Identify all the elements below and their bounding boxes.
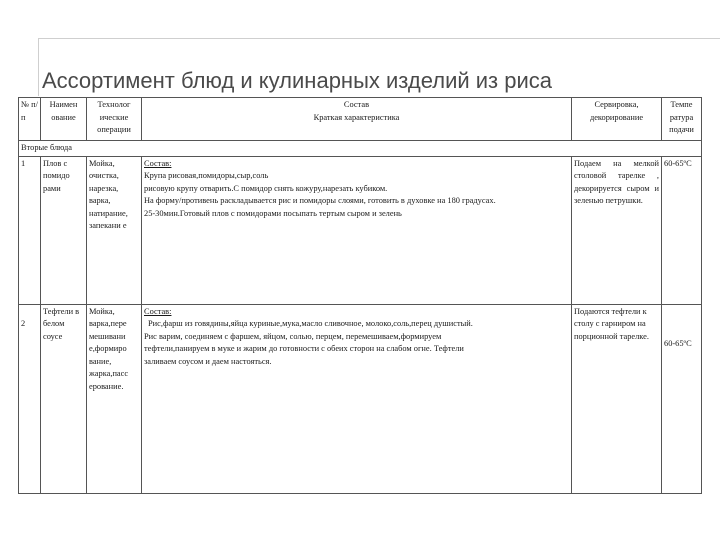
row-temperature-value: 60-65ºС: [664, 338, 692, 348]
row-num: 1: [19, 156, 41, 304]
header-tech: Технолог ические операции: [87, 98, 142, 141]
decorative-top-line: [38, 38, 720, 39]
dish-table: [18, 97, 702, 494]
row-num: [19, 304, 41, 493]
composition-line: Крупа рисовая,помидоры,сыр,соль: [144, 171, 269, 180]
row-composition: [142, 156, 572, 304]
row-temperature: 60-65ºС: [662, 156, 702, 304]
header-serving: Сервировка, декорирование: [572, 98, 662, 141]
composition-line: заливаем соусом и даем настояться.: [144, 356, 272, 366]
row-num-value: 2: [21, 318, 26, 328]
header-composition-title: Состав: [343, 100, 370, 109]
header-composition-sub: Краткая характеристика: [313, 112, 400, 122]
row-tech: Мойка, варка,пере мешивани е,формиро вание, жарка,пасс ерование.: [87, 304, 142, 493]
slide-title: Ассортимент блюд и кулинарных изделий из риса: [42, 68, 553, 93]
composition-line: Рис,фарш из говядины,яйца куриные,мука,масло сливочное, молоко,соль,перец душистый.: [148, 319, 473, 328]
section-row: [19, 141, 702, 157]
row-temperature: [662, 304, 702, 493]
section-title: Вторые блюда: [19, 141, 702, 157]
table-row: [19, 304, 702, 493]
header-temperature: Темпе ратура подачи: [662, 98, 702, 141]
table-header-row: [19, 98, 702, 141]
composition-line: Рис варим, соединяем с фаршем, яйцом, солью, перцем, перемешиваем,формируем: [144, 331, 442, 341]
composition-label: Состав:: [144, 158, 172, 168]
composition-line: рисовую крупу отварить.С помидор снять кожуру,нарезать кубиком.: [144, 183, 388, 193]
composition-label: Состав:: [144, 306, 172, 316]
row-name: Тефтели в белом соусе: [41, 304, 87, 493]
decorative-side-line: [38, 38, 39, 96]
header-num: № п/п: [19, 98, 41, 141]
header-composition: [142, 98, 572, 141]
row-composition: [142, 304, 572, 493]
composition-line: На форму/противень раскладывается рис и помидоры слоями, готовить в духовке на 180 градусах.: [144, 196, 496, 205]
table-row: [19, 156, 702, 304]
composition-line: 25-30мин.Готовый плов с помидорами посыпать тертым сыром и зелень: [144, 208, 402, 218]
header-name: Наимен ование: [41, 98, 87, 141]
row-tech: Мойка, очистка, нарезка, варка, натирание, запекани е: [87, 156, 142, 304]
row-serving: Подаем на мелкой столовой тарелке , декорируется сыром и зеленью петрушки.: [572, 156, 662, 304]
composition-line: тефтели,панируем в муке и жарим до готовности с обеих сторон на слабом огне. Тефтели: [144, 344, 464, 353]
row-serving: Подаются тефтели к столу с гарниром на порционной тарелке.: [572, 304, 662, 493]
row-name: Плов с помидо рами: [41, 156, 87, 304]
